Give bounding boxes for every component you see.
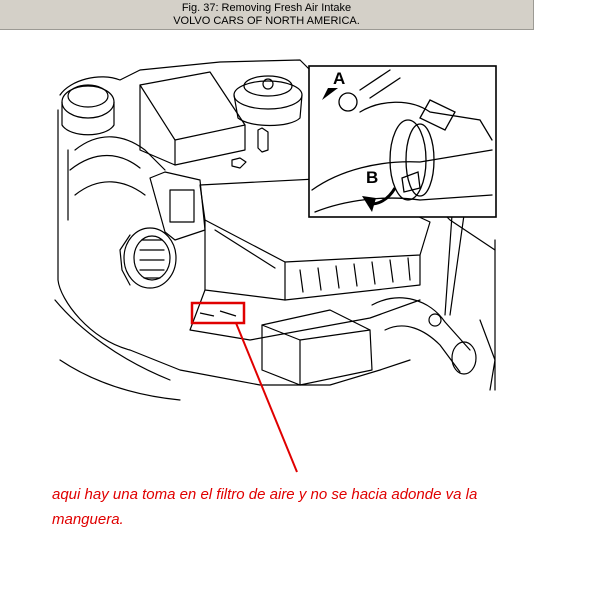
annotation-text: aqui hay una toma en el filtro de aire y no se hacia adonde va la manguera. (52, 486, 478, 528)
highlight-box (192, 303, 244, 323)
detail-inset (309, 66, 496, 217)
annotation-pointer-line (236, 323, 297, 472)
figure-caption-title: Fig. 37: Removing Fresh Air Intake (181, 2, 352, 14)
callout-a-label: A (333, 69, 346, 88)
figure-caption-source: VOLVO CARS OF NORTH AMERICA. (173, 15, 360, 27)
callout-b-label: B (366, 168, 379, 187)
